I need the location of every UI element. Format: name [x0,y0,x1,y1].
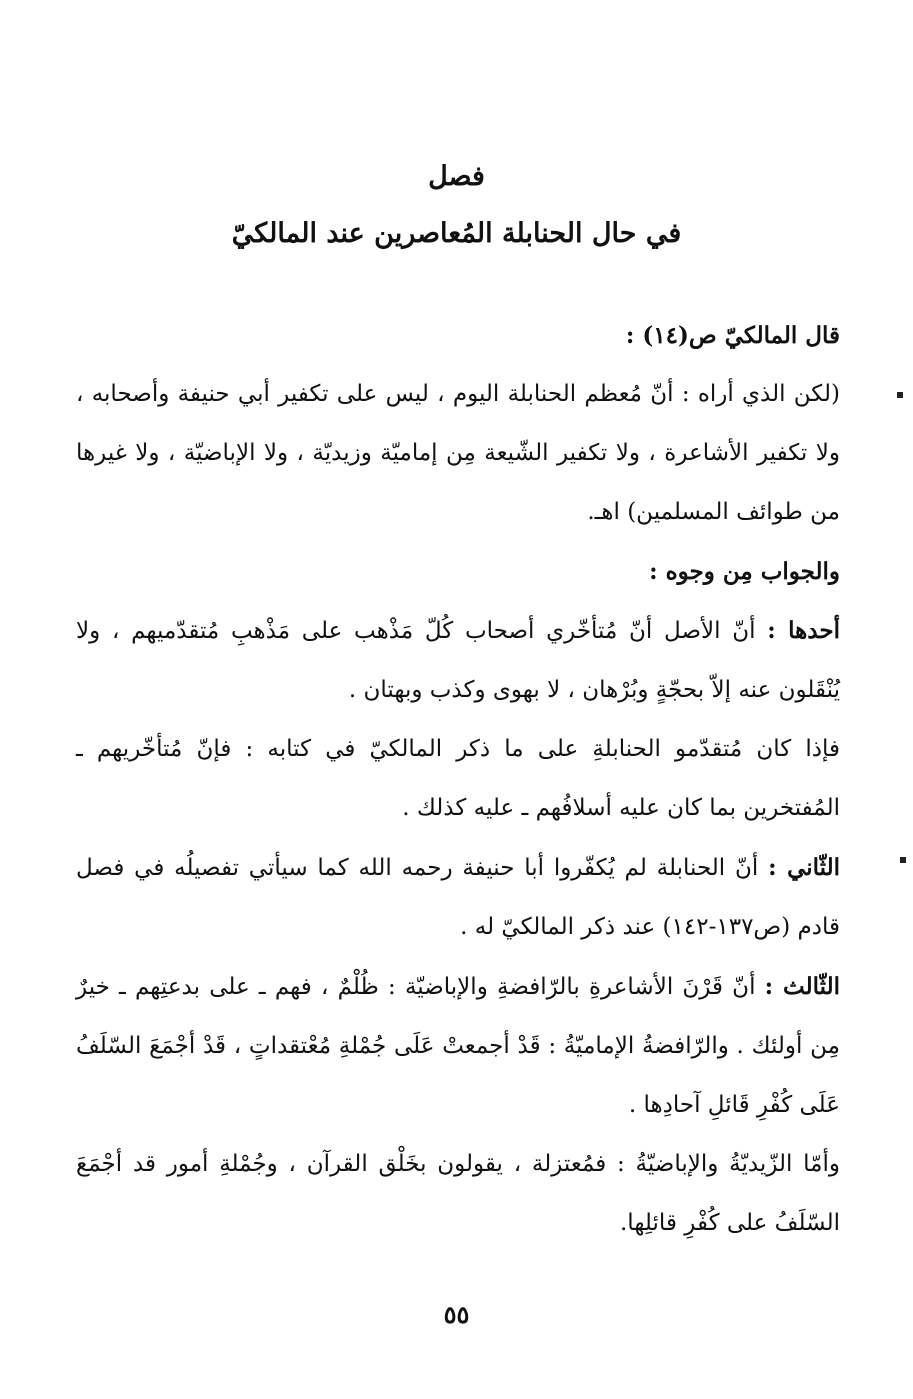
paragraph-text: (لكن الذي أراه : أنّ مُعظم الحنابلة اليوم ، ليس على تكفير أبي حنيفة وأصحابه ، ولا تكفير الأشاعرة ، ولا تكفير الشّيعة مِن إماميّة وزيديّة ، ولا الإباضيّة ، ولا غيرها من طوائف المسلمين) اهـ. [76,381,840,525]
chapter-title: في حال الحنابلة المُعاصرين عند المالكيّ [231,218,682,249]
paragraph-point-three [76,957,840,1135]
paragraph-lead: الثّالث : [764,973,840,1000]
paragraph-text: وأمّا الزّيديّةُ والإباضيّةُ : فمُعتزلة ، يقولون بخَلْق القرآن ، وجُمْلةِ أمور قد أجْمَعَ السّلَفُ على كُفْرِ قائلِها. [76,1151,840,1236]
paragraph-lead: الثّاني : [768,854,841,881]
paragraph-quote-intro [76,306,840,365]
paragraph-point-two [76,838,840,957]
chapter-heading: فصل [428,161,485,192]
paragraph-quote [76,365,840,542]
paragraph-point-one [76,601,840,720]
paragraph-text: أنّ قَرْنَ الأشاعرةِ بالرّافضةِ والإباضيّة : ظُلْمٌ ، فهم ـ على بدعتِهم ـ خيرٌ مِن أولئك . والرّافضةُ الإماميّةُ : قَدْ أجمعتْ عَلَى جُمْلةِ مُعْتقداتٍ ، قَدْ أجْمَعَ السّلَفُ عَلَى كُفْرِ قَائلِ آحادِها . [76,974,840,1118]
paragraph-text: أنّ الأصل أنّ مُتأخّري أصحاب كُلّ مَذْهب على مَذْهبِ مُتقدّميهم ، ولا يُنْقَلون عنه إلاّ بحجّةٍ وبُرْهان ، لا بهوى وكذب وبهتان . [76,618,840,703]
paragraph-text: فإذا كان مُتقدّمو الحنابلةِ على ما ذكر المالكيّ في كتابه : فإنّ مُتأخّريهم ـ المُفتخرين بما كان عليه أسلافُهم ـ عليه كذلك . [76,736,840,821]
paragraph-text: أنّ الحنابلة لم يُكفّروا أبا حنيفة رحمه الله كما سيأتي تفصيلُه في فصل قادم (ص١٣٧-١٤٢) عند ذكر المالكيّ له . [76,855,840,940]
paragraph-text: قال المالكيّ ص(١٤) : [625,322,840,349]
paragraph-point-one-cont [76,720,840,838]
paragraph-text: والجواب مِن وجوه : [649,558,840,585]
margin-mark [900,857,906,863]
margin-mark [897,392,903,398]
paragraph-answer-intro [76,542,840,601]
paragraph-lead: أحدها : [767,617,840,644]
page-number: ٥٥ [443,1300,470,1329]
body-text [76,306,840,1253]
paragraph-point-three-cont [76,1135,840,1253]
